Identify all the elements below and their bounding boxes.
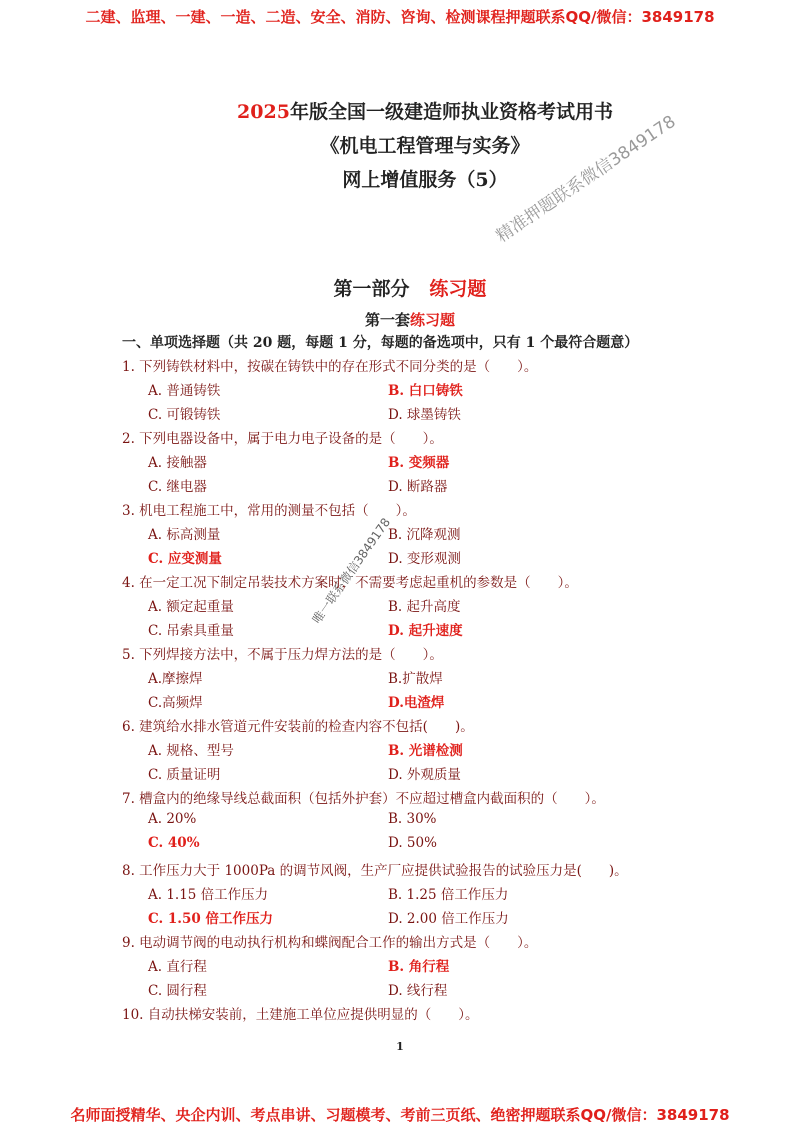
option-c: C. 可锻铸铁	[148, 407, 221, 423]
question-text: 3. 机电工程施工中，常用的测量不包括（ ）。	[122, 503, 416, 519]
question-text: 1. 下列铸铁材料中，按碳在铸铁中的存在形式不同分类的是（ ）。	[122, 359, 538, 375]
option-a: A. 普通铸铁	[148, 383, 221, 399]
set-title	[0, 309, 800, 330]
option-d: D. 2.00 倍工作压力	[388, 911, 509, 927]
option-c: C. 继电器	[148, 479, 207, 495]
book-title-line-3: 网上增值服务（5）	[342, 169, 508, 191]
question-item	[0, 931, 800, 1003]
question-item	[0, 355, 800, 427]
top-promo-banner: 二建、监理、一建、一造、二造、安全、消防、咨询、检测课程押题联系QQ/微信：3849178	[85, 8, 715, 26]
question-item	[0, 499, 800, 571]
option-d: D. 断路器	[388, 479, 448, 495]
question-item	[0, 643, 800, 715]
section-heading: 一、单项选择题（共 20 题，每题 1 分，每题的备选项中，只有 1 个最符合题意）	[122, 335, 639, 351]
book-title-line-2: 《机电工程管理与实务》	[320, 135, 530, 157]
question-item	[0, 571, 800, 643]
option-b: B. 变频器	[388, 455, 450, 471]
option-b: B. 1.25 倍工作压力	[388, 887, 509, 903]
set-name: 练习题	[410, 311, 456, 329]
option-a: A. 规格、型号	[148, 743, 234, 759]
option-b: B. 角行程	[388, 959, 450, 975]
question-item	[0, 1003, 800, 1075]
question-list	[0, 355, 800, 1075]
option-b: B.扩散焊	[388, 671, 443, 687]
option-a: A. 1.15 倍工作压力	[148, 887, 269, 903]
option-a: A. 直行程	[148, 959, 207, 975]
question-text: 7. 槽盒内的绝缘导线总截面积（包括外护套）不应超过槽盒内截面积的（ ）。	[122, 791, 605, 807]
option-d: D. 外观质量	[388, 767, 461, 783]
option-a: A. 接触器	[148, 455, 207, 471]
book-title-line-1	[0, 103, 800, 122]
book-title-text: 年版全国一级建造师执业资格考试用书	[289, 101, 613, 123]
watermark: 精准押题联系微信3849178	[492, 111, 680, 247]
question-item	[0, 715, 800, 787]
question-text: 8. 工作压力大于 1000Pa 的调节风阀，生产厂应提供试验报告的试验压力是( )。	[122, 863, 628, 879]
watermark: 唯一联系微信3849178	[309, 515, 394, 627]
book-title-block	[0, 103, 800, 205]
option-c: C.高频焊	[148, 695, 203, 711]
question-text: 2. 下列电器设备中，属于电力电子设备的是（ ）。	[122, 431, 443, 447]
option-c: C. 应变测量	[148, 551, 222, 567]
part-title	[0, 274, 800, 301]
option-b: B. 起升高度	[388, 599, 461, 615]
option-a: A. 标高测量	[148, 527, 221, 543]
question-item	[0, 787, 800, 859]
option-a: A.摩擦焊	[148, 671, 203, 687]
option-b: B. 光谱检测	[388, 743, 463, 759]
bottom-promo-banner: 名师面授精华、央企内训、考点串讲、习题模考、考前三页纸、绝密押题联系QQ/微信：3849178	[70, 1106, 730, 1124]
option-a: A. 额定起重量	[148, 599, 234, 615]
question-text: 10. 自动扶梯安装前，土建施工单位应提供明显的（ ）。	[122, 1007, 479, 1023]
part-name: 练习题	[429, 278, 487, 300]
option-c: C. 吊索具重量	[148, 623, 234, 639]
question-item	[0, 859, 800, 931]
option-c: C. 质量证明	[148, 767, 221, 783]
option-c: C. 圆行程	[148, 983, 207, 999]
option-b: B. 白口铸铁	[388, 383, 463, 399]
option-d: D. 球墨铸铁	[388, 407, 461, 423]
option-c: C. 40%	[148, 835, 200, 851]
question-text: 5. 下列焊接方法中，不属于压力焊方法的是（ ）。	[122, 647, 443, 663]
option-c: C. 1.50 倍工作压力	[148, 911, 273, 927]
option-d: D. 变形观测	[388, 551, 461, 567]
option-d: D.电渣焊	[388, 695, 445, 711]
option-d: D. 50%	[388, 835, 437, 851]
book-title-year: 2025	[237, 101, 290, 123]
option-b: B. 30%	[388, 811, 437, 827]
part-label: 第一部分	[333, 278, 410, 300]
set-label: 第一套	[364, 311, 410, 329]
question-text: 6. 建筑给水排水管道元件安装前的检查内容不包括( )。	[122, 719, 474, 735]
page-number: 1	[396, 1040, 404, 1053]
question-text: 4. 在一定工况下制定吊装技术方案时，不需要考虑起重机的参数是（ ）。	[122, 575, 578, 591]
question-item	[0, 427, 800, 499]
option-d: D. 起升速度	[388, 623, 463, 639]
option-d: D. 线行程	[388, 983, 448, 999]
question-text: 9. 电动调节阀的电动执行机构和蝶阀配合工作的输出方式是（ ）。	[122, 935, 538, 951]
option-a: A. 20%	[148, 811, 197, 827]
option-b: B. 沉降观测	[388, 527, 461, 543]
